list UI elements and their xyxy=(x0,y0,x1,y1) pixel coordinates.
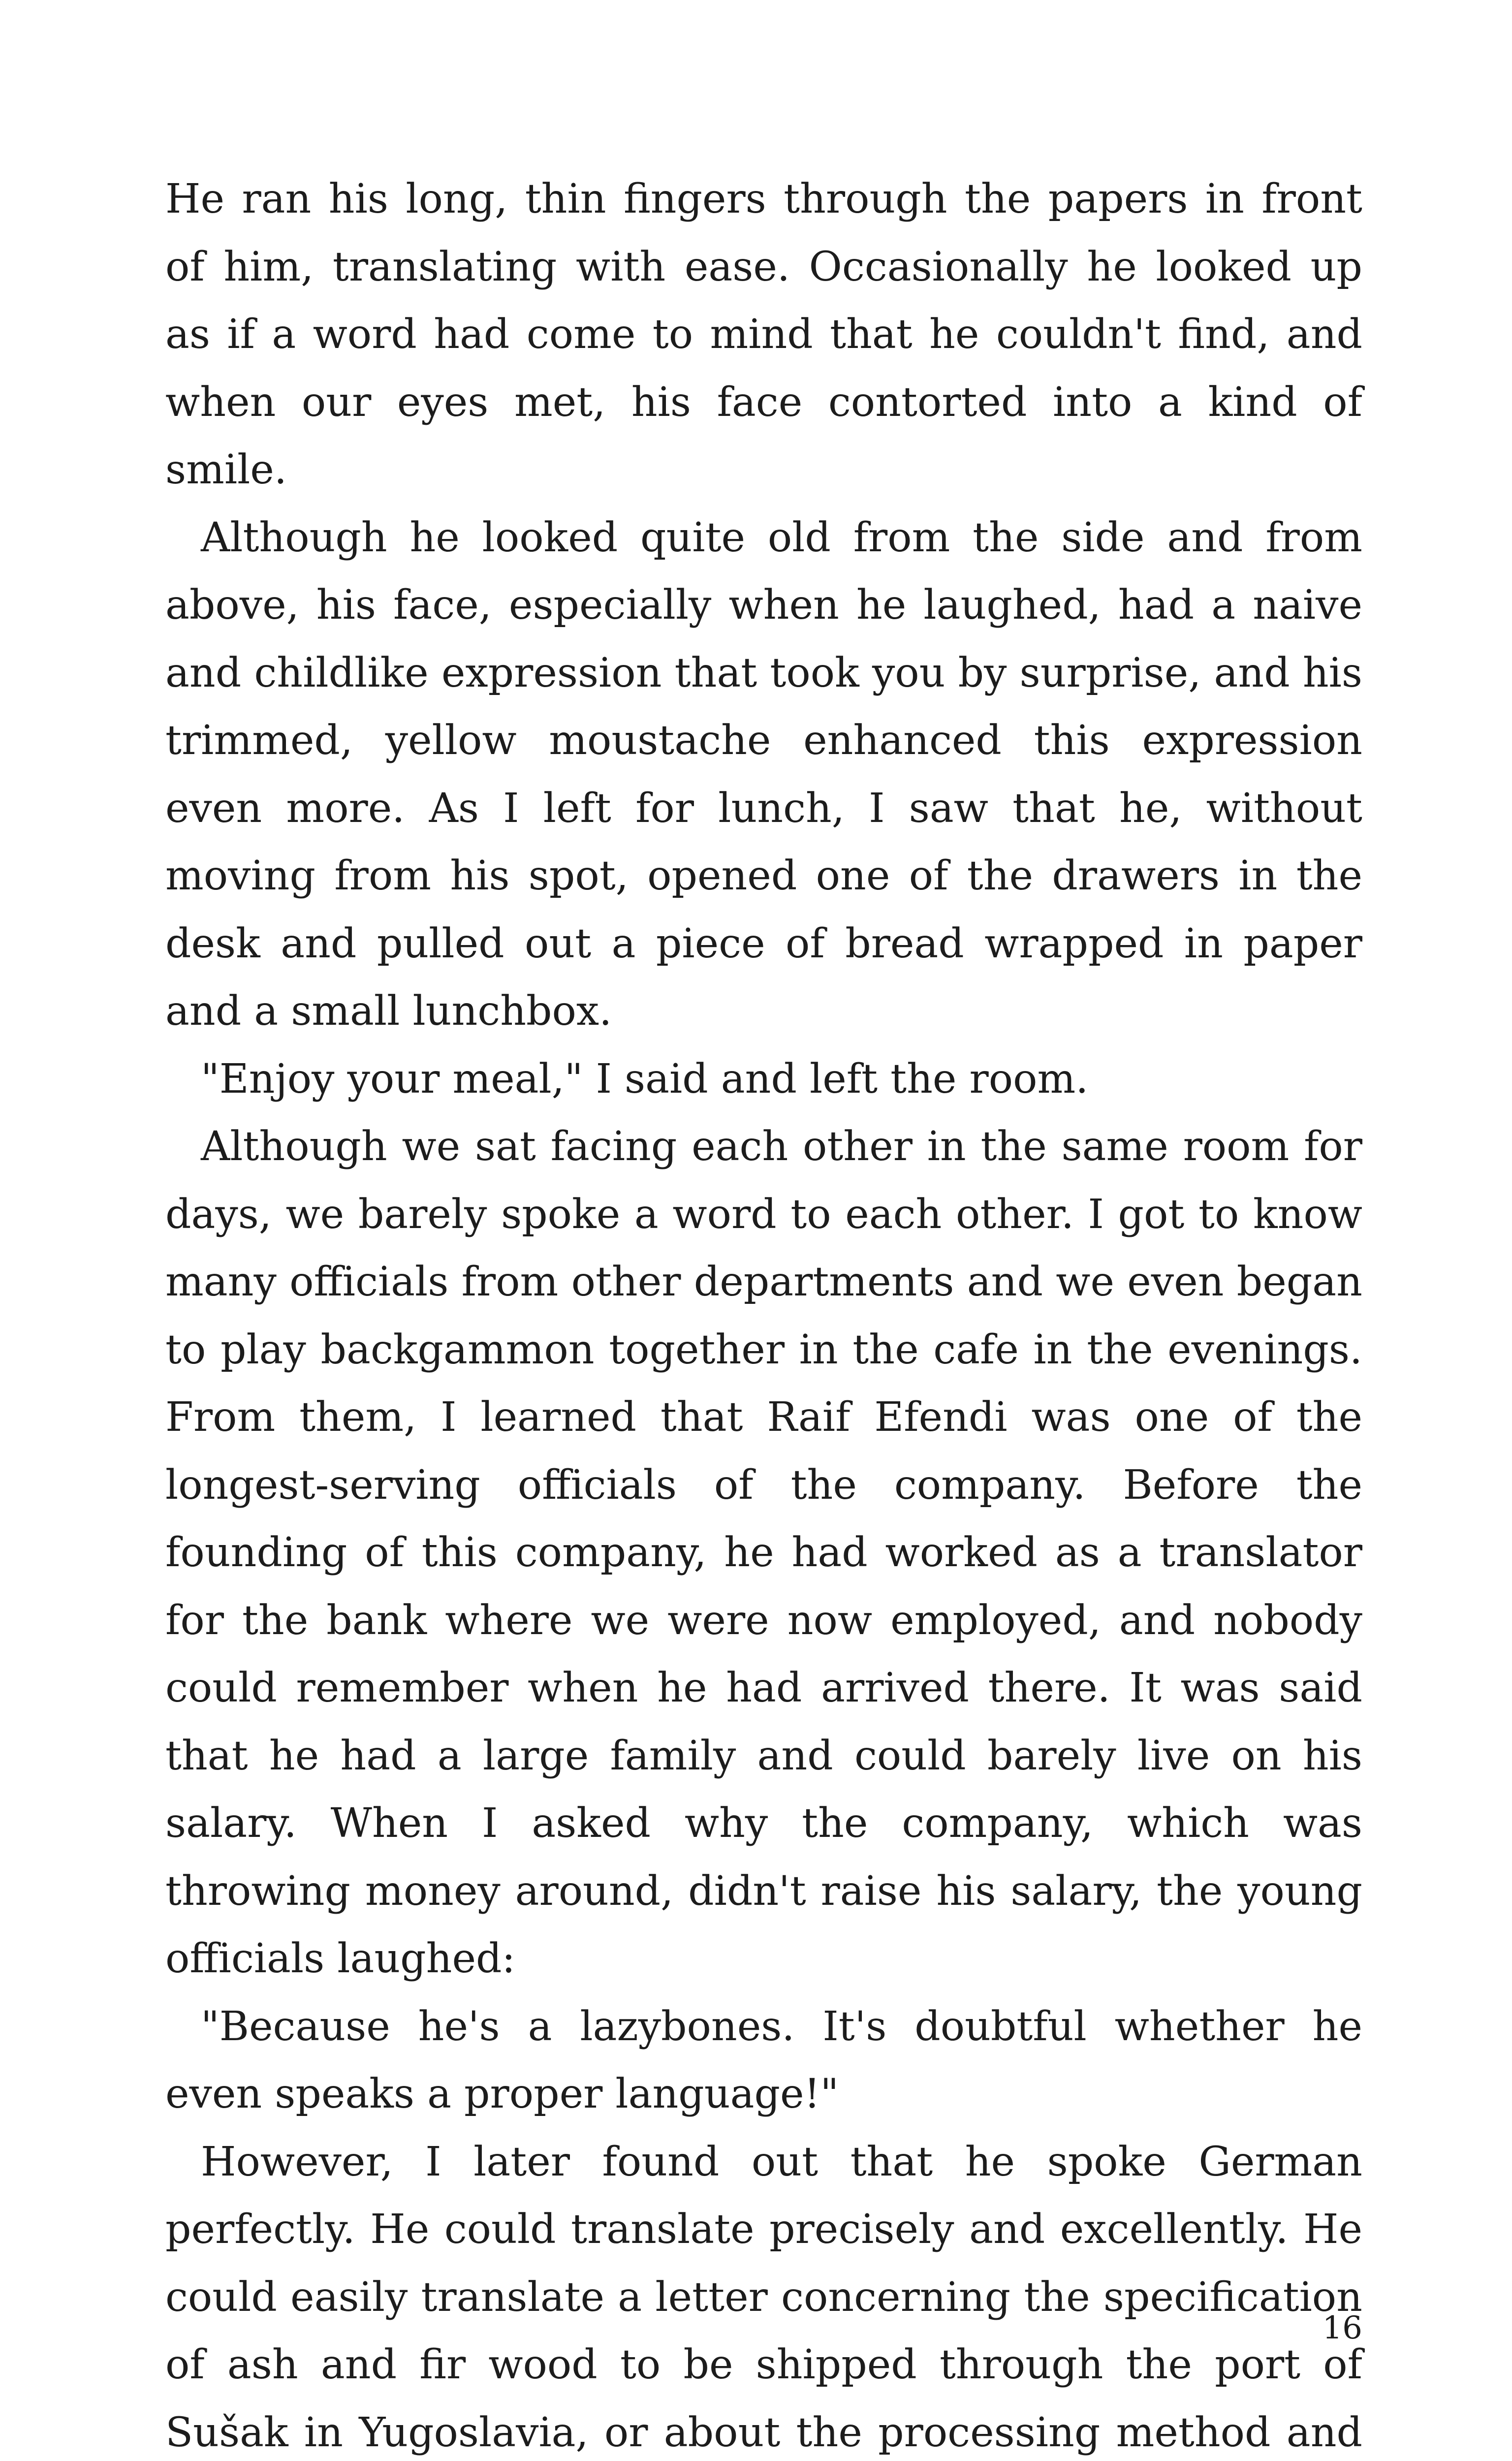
paragraph-2: Although he looked quite old from the side and from above, his face, especially when he laughed, had a naive and childlike expression that took you by surprise, and his trimmed, yellow moustache enhanced this expression even more. As I left for lunch, I saw that he, without moving from his spot, opened one of the drawers in the desk and pulled out a piece of bread wrapped in paper and a small lunchbox. xyxy=(165,504,1362,1045)
paragraph-1: He ran his long, thin fingers through the papers in front of him, translating with ease. Occasionally he looked up as if a word had come to mind that he couldn't find, and when our eyes met, his face contorted into a kind of smile. xyxy=(165,165,1362,504)
page-number: 16 xyxy=(1323,2308,1362,2348)
paragraph-6: However, I later found out that he spoke German perfectly. He could translate precisely and excellently. He could easily translate a letter concerning the specification of ash and fir wood to be shipped through the port of Sušak in Yugoslavia, or about the processing method and xyxy=(165,2128,1362,2461)
body-text xyxy=(165,165,1362,2461)
paragraph-4: Although we sat facing each other in the same room for days, we barely spoke a word to each other. I got to know many officials from other departments and we even began to play backgammon together in the cafe in the evenings. From them, I learned that Raif Efendi was one of the longest-serving officials of the company. Before the founding of this company, he had worked as a translator for the bank where we were now employed, and nobody could remember when he had arrived there. It was said that he had a large family and could barely live on his salary. When I asked why the company, which was throwing money around, didn't raise his salary, the young officials laughed: xyxy=(165,1113,1362,1993)
paragraph-3: "Enjoy your meal," I said and left the room. xyxy=(165,1045,1362,1113)
paragraph-5: "Because he's a lazybones. It's doubtful whether he even speaks a proper language!" xyxy=(165,1993,1362,2128)
